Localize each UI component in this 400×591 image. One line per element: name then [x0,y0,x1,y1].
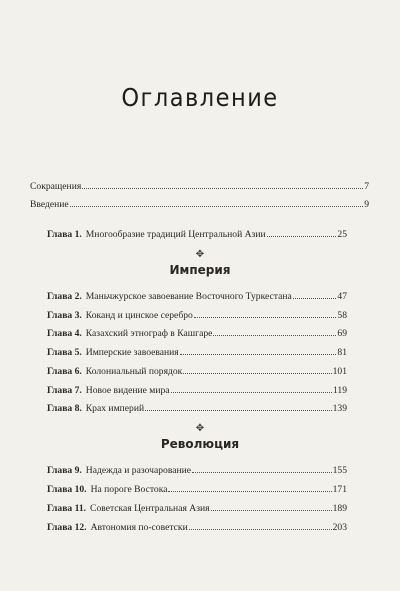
entry-page: 69 [337,328,347,339]
entry-page: 7 [364,181,369,192]
entry-page: 9 [364,199,369,210]
dot-leader [192,464,332,473]
entry-page: 171 [332,484,347,495]
chapter-number: Глава 5. [47,347,82,358]
toc-entry-abbreviations[interactable] [30,180,369,193]
toc-entry-chapter-12[interactable] [47,521,347,534]
dot-leader [293,290,337,299]
entry-page: 189 [332,503,347,514]
toc-entry-chapter-2[interactable] [47,290,347,303]
chapter-number: Глава 9. [47,465,82,476]
dot-leader [213,327,336,336]
entry-page: 25 [337,229,347,240]
entry-page: 101 [332,366,347,377]
toc-entry-chapter-6[interactable] [47,365,347,378]
toc-entry-chapter-1[interactable] [47,228,347,241]
section-heading-revolution [0,424,400,451]
chapter-number: Глава 3. [47,310,82,321]
entry-label: Казахский этнограф в Кашгаре [85,328,213,339]
entry-page: 81 [337,347,347,358]
entry-label: Автономия по-советски [90,522,188,533]
chapter-number: Глава 10. [47,484,87,495]
ornament-icon: ✥ [195,249,205,260]
dot-leader [183,365,331,374]
entry-page: 203 [332,522,347,533]
entry-page: 139 [332,403,347,414]
chapter-number: Глава 12. [47,522,87,533]
section-title: Империя [169,263,231,277]
dot-leader [211,502,332,511]
chapter-number: Глава 11. [47,503,87,514]
entry-label: Имперские завоевания [85,347,179,358]
dot-leader [194,309,337,318]
toc-entry-chapter-7[interactable] [47,384,347,397]
section-heading-empire [0,250,400,277]
chapter-number: Глава 6. [47,366,82,377]
toc-entry-chapter-4[interactable] [47,327,347,340]
toc-entry-introduction[interactable] [30,198,369,211]
chapter-number: Глава 1. [47,229,82,240]
entry-page: 155 [332,465,347,476]
dot-leader [145,402,332,411]
entry-label: Новое видение мира [85,385,170,396]
dot-leader [70,198,364,207]
entry-label: Надежда и разочарование [85,465,192,476]
section-title: Революция [160,437,240,451]
dot-leader [82,180,363,189]
toc-entry-chapter-5[interactable] [47,346,347,359]
ornament-icon: ✥ [195,423,205,434]
chapter-number: Глава 7. [47,385,82,396]
entry-label: Введение [30,199,69,210]
dot-leader [180,346,337,355]
chapter-number: Глава 4. [47,328,82,339]
page-title: Оглавление [121,83,279,112]
entry-label: Сокращения [30,181,82,192]
toc-entry-chapter-3[interactable] [47,309,347,322]
toc-entry-chapter-11[interactable] [47,502,347,515]
entry-label: Крах империй [85,403,145,414]
entry-page: 119 [332,385,347,396]
dot-leader [168,483,331,492]
entry-label: Колониальный порядок [85,366,183,377]
entry-label: Советская Центральная Азия [90,503,210,514]
entry-page: 58 [337,310,347,321]
entry-label: Маньчжурское завоевание Восточного Туркестана [85,291,292,302]
toc-entry-chapter-8[interactable] [47,402,347,415]
entry-label: Коканд и цинское серебро [85,310,193,321]
dot-leader [171,384,332,393]
chapter-number: Глава 8. [47,403,82,414]
chapter-number: Глава 2. [47,291,82,302]
dot-leader [189,521,332,530]
entry-label: На пороге Востока [90,484,168,495]
entry-page: 47 [337,291,347,302]
toc-entry-chapter-10[interactable] [47,483,347,496]
entry-label: Многообразие традиций Центральной Азии [85,229,266,240]
toc-entry-chapter-9[interactable] [47,464,347,477]
dot-leader [267,228,337,237]
